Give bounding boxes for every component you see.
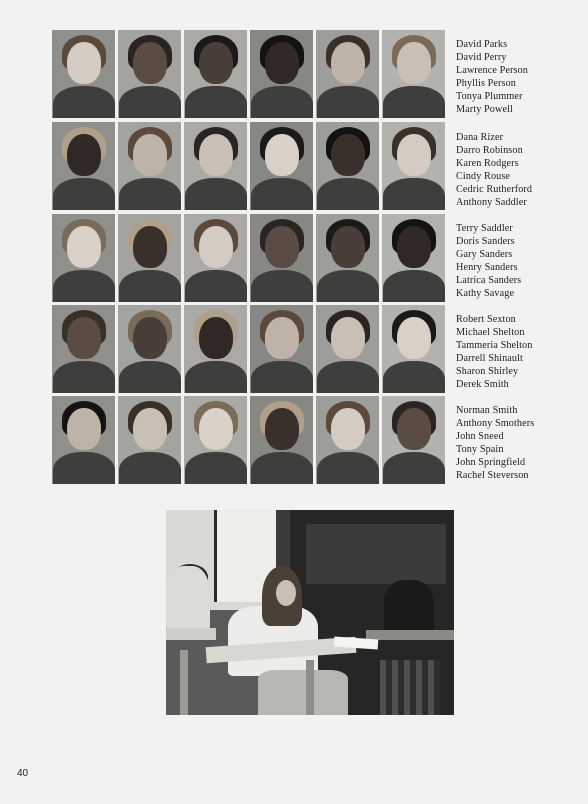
student-portrait	[382, 305, 445, 393]
student-name: Karen Rodgers	[456, 158, 519, 169]
student-name: Kathy Savage	[456, 288, 515, 299]
student-name: Lawrence Person	[456, 65, 528, 76]
student-portrait	[52, 30, 115, 118]
portrait-row	[51, 122, 447, 210]
student-name: David Parks	[456, 39, 508, 50]
portrait-row	[51, 396, 447, 484]
student-portrait	[184, 214, 247, 302]
portrait-row	[51, 30, 447, 118]
student-portrait	[250, 396, 313, 484]
student-portrait	[118, 30, 181, 118]
student-portrait	[316, 122, 379, 210]
student-name: Terry Saddler	[456, 223, 513, 234]
student-portrait	[382, 122, 445, 210]
name-block	[456, 131, 576, 209]
student-portrait	[52, 396, 115, 484]
student-name: Michael Shelton	[456, 327, 525, 338]
student-portrait	[52, 305, 115, 393]
student-portrait	[316, 396, 379, 484]
student-name: Anthony Saddler	[456, 197, 527, 208]
student-name: Darrell Shinault	[456, 353, 523, 364]
student-portrait	[184, 396, 247, 484]
student-name: Rachel Steverson	[456, 470, 529, 481]
student-portrait	[316, 305, 379, 393]
student-name: Robert Sexton	[456, 314, 516, 325]
student-portrait	[250, 214, 313, 302]
student-name: Norman Smith	[456, 405, 518, 416]
page-number: 40	[17, 768, 29, 779]
name-block	[456, 38, 576, 116]
student-portrait	[184, 30, 247, 118]
student-name: Sharon Shirley	[456, 366, 519, 377]
student-name: Anthony Smothers	[456, 418, 535, 429]
portrait-row	[51, 305, 447, 393]
student-portrait	[184, 305, 247, 393]
student-portrait	[250, 122, 313, 210]
student-name: Darro Robinson	[456, 145, 523, 156]
student-name: Derek Smith	[456, 379, 509, 390]
student-portrait	[118, 305, 181, 393]
student-name: John Sneed	[456, 431, 504, 442]
student-name: Tony Spain	[456, 444, 504, 455]
student-name: Cindy Rouse	[456, 171, 511, 182]
student-portrait	[118, 122, 181, 210]
name-block	[456, 222, 576, 300]
classroom-candid-photo	[166, 510, 454, 715]
student-portrait	[52, 214, 115, 302]
student-name: David Perry	[456, 52, 507, 63]
name-block	[456, 404, 576, 482]
student-portrait	[52, 122, 115, 210]
student-portrait	[250, 305, 313, 393]
student-portrait	[250, 30, 313, 118]
student-name: Marty Powell	[456, 104, 513, 115]
student-portrait	[382, 396, 445, 484]
student-portrait	[118, 396, 181, 484]
student-name: Henry Sanders	[456, 262, 518, 273]
student-portrait	[382, 30, 445, 118]
name-block	[456, 313, 576, 391]
student-name: Tammeria Shelton	[456, 340, 533, 351]
student-name: Latrica Sanders	[456, 275, 522, 286]
student-name: John Springfield	[456, 457, 526, 468]
portrait-row	[51, 214, 447, 302]
student-name: Doris Sanders	[456, 236, 515, 247]
student-portrait	[118, 214, 181, 302]
student-name: Gary Sanders	[456, 249, 513, 260]
student-name: Dana Rizer	[456, 132, 504, 143]
student-name: Phyllis Person	[456, 78, 516, 89]
student-portrait	[184, 122, 247, 210]
student-name: Tonya Plummer	[456, 91, 523, 102]
student-name: Cedric Rutherford	[456, 184, 533, 195]
student-portrait	[316, 214, 379, 302]
student-portrait	[316, 30, 379, 118]
student-portrait	[382, 214, 445, 302]
